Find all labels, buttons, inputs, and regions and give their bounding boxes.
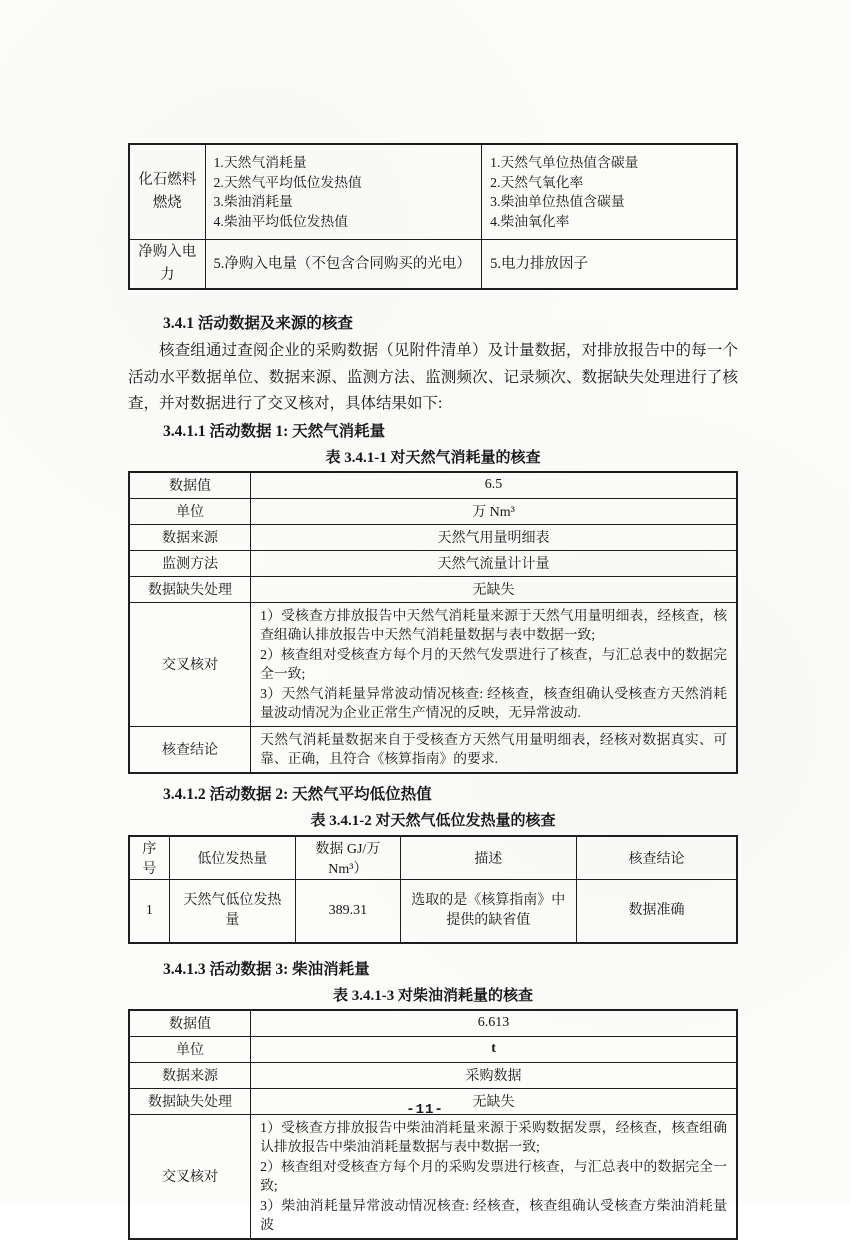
cross-check-list: 1）受核查方排放报告中柴油消耗量来源于采购数据发票，经核查，核查组确认排放报告中柴油消耗量数据与表中数据一致; 2）核查组对受核查方每个月的采购发票进行核查，与汇总表中的数据完全一致; 3）柴油消耗量异常波动情况核查: 经核查，核查组确认受核查方柴油消耗量波 bbox=[260, 1119, 727, 1232]
column-header: 核查结论 bbox=[576, 836, 737, 880]
row-label-cell: 数据来源 bbox=[129, 524, 251, 550]
table-caption-3-4-1-2: 表 3.4.1-2 对天然气低位发热量的核查 bbox=[310, 812, 556, 829]
row-label-cell: 数据来源 bbox=[129, 1062, 251, 1088]
emission-factor-cell bbox=[482, 144, 737, 240]
activity-data-cell: 5.净购入电量（不包含合同购买的光电） bbox=[205, 240, 482, 290]
row-label-cell: 单位 bbox=[129, 498, 251, 524]
page-number: -11- bbox=[406, 1102, 444, 1118]
activity-data-list: 1.天然气消耗量 2.天然气平均低位发热值 3.柴油消耗量 4.柴油平均低位发热值 bbox=[213, 155, 362, 229]
cross-check-cell bbox=[251, 602, 737, 726]
conclusion-cell: 天然气消耗量数据来自于受核查方天然气用量明细表，经核对数据真实、可靠、正确，且符合《核算指南》的要求. bbox=[251, 726, 737, 773]
row-value-cell: 天然气用量明细表 bbox=[251, 524, 737, 550]
cross-check-row bbox=[129, 602, 737, 726]
table-header-row bbox=[129, 836, 737, 880]
row-label-cell: 单位 bbox=[129, 1036, 251, 1062]
seq-cell: 1 bbox=[129, 879, 169, 943]
conclusion-cell: 数据准确 bbox=[576, 879, 737, 943]
row-value-cell: t bbox=[251, 1036, 737, 1062]
row-value-cell: 6.613 bbox=[251, 1010, 737, 1037]
conclusion-row bbox=[129, 726, 737, 773]
heating-value-table bbox=[128, 835, 738, 944]
table-row bbox=[129, 144, 737, 240]
table-row bbox=[129, 472, 737, 499]
emission-category-cell: 净购入电力 bbox=[129, 240, 205, 290]
row-label-cell: 监测方法 bbox=[129, 550, 251, 576]
row-label-cell: 交叉核对 bbox=[129, 602, 251, 726]
column-header: 描述 bbox=[400, 836, 576, 880]
row-value-cell: 无缺失 bbox=[251, 1088, 737, 1114]
section-heading-3-4-1: 3.4.1 活动数据及来源的核查 bbox=[163, 315, 353, 332]
emission-factor-cell: 5.电力排放因子 bbox=[482, 240, 737, 290]
column-header: 数据 GJ/万 Nm³） bbox=[296, 836, 401, 880]
section-paragraph: 核查组通过查阅企业的采购数据（见附件清单）及计量数据，对排放报告中的每一个活动水平数据单位、数据来源、监测方法、监测频次、记录频次、数据缺失处理进行了核查，并对数据进行了交叉核对，具体结果如下: bbox=[128, 342, 738, 412]
table-row bbox=[129, 240, 737, 290]
row-label-cell: 数据值 bbox=[129, 1010, 251, 1037]
row-value-cell: 无缺失 bbox=[251, 576, 737, 602]
table-row bbox=[129, 1062, 737, 1088]
data-cell: 389.31 bbox=[296, 879, 401, 943]
table-caption-3-4-1-3: 表 3.4.1-3 对柴油消耗量的核查 bbox=[333, 987, 533, 1004]
gas-consumption-table bbox=[128, 471, 738, 774]
diesel-consumption-table bbox=[128, 1009, 738, 1240]
section-heading-3-4-1-2: 3.4.1.2 活动数据 2: 天然气平均低位热值 bbox=[163, 785, 432, 803]
item-cell: 天然气低位发热量 bbox=[169, 879, 295, 943]
table-row bbox=[129, 498, 737, 524]
row-value-cell: 6.5 bbox=[251, 472, 737, 499]
cross-check-list: 1）受核查方排放报告中天然气消耗量来源于天然气用量明细表，经核查，核查组确认排放报告中天然气消耗量数据与表中数据一致; 2）核查组对受核查方每个月的天然气发票进行了核查，与汇总表中的数据完全一致; 3）天然气消耗量异常波动情况核查: 经核查，核查组确认受核查方天然消耗量波动情况为企业正常生产情况的反映，无异常波动. bbox=[260, 607, 727, 720]
emission-source-table bbox=[128, 143, 738, 290]
activity-data-cell bbox=[205, 144, 482, 240]
table-caption-3-4-1-1: 表 3.4.1-1 对天然气消耗量的核查 bbox=[325, 449, 541, 466]
row-value-cell: 万 Nm³ bbox=[251, 498, 737, 524]
emission-factor-list: 1.天然气单位热值含碳量 2.天然气氧化率 3.柴油单位热值含碳量 4.柴油氧化率 bbox=[490, 155, 639, 229]
table-row bbox=[129, 1036, 737, 1062]
column-header: 序号 bbox=[129, 836, 169, 880]
row-label-cell: 核查结论 bbox=[129, 726, 251, 773]
row-label-cell: 数据值 bbox=[129, 472, 251, 499]
table-row bbox=[129, 879, 737, 943]
row-label-cell: 数据缺失处理 bbox=[129, 576, 251, 602]
cross-check-cell bbox=[251, 1114, 737, 1239]
section-heading-3-4-1-1: 3.4.1.1 活动数据 1: 天然气消耗量 bbox=[163, 422, 386, 440]
description-cell: 选取的是《核算指南》中提供的缺省值 bbox=[400, 879, 576, 943]
table-row bbox=[129, 524, 737, 550]
row-label-cell: 数据缺失处理 bbox=[129, 1088, 251, 1114]
row-label-cell: 交叉核对 bbox=[129, 1114, 251, 1239]
section-heading-3-4-1-3: 3.4.1.3 活动数据 3: 柴油消耗量 bbox=[163, 960, 370, 978]
emission-category-cell: 化石燃料燃烧 bbox=[129, 144, 205, 240]
cross-check-row bbox=[129, 1114, 737, 1239]
table-row bbox=[129, 550, 737, 576]
table-row bbox=[129, 1010, 737, 1037]
table-row bbox=[129, 576, 737, 602]
row-value-cell: 天然气流量计计量 bbox=[251, 550, 737, 576]
column-header: 低位发热量 bbox=[169, 836, 295, 880]
row-value-cell: 采购数据 bbox=[251, 1062, 737, 1088]
